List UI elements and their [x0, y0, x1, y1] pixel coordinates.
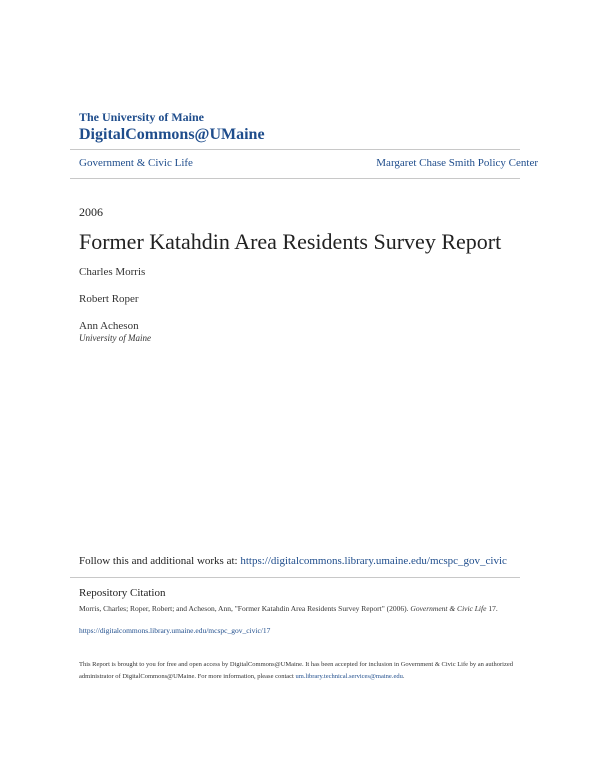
- contact-email-link[interactable]: um.library.technical.services@maine.edu: [295, 673, 403, 680]
- document-title: Former Katahdin Area Residents Survey Report: [79, 229, 502, 254]
- follow-line: [79, 555, 507, 567]
- header-divider-bottom: [70, 178, 520, 179]
- access-notice: [79, 659, 524, 683]
- author-name: Charles Morris: [79, 266, 146, 278]
- follow-label: Follow this and additional works at:: [79, 555, 238, 567]
- author-name: Ann Acheson: [79, 320, 139, 332]
- citation-url-link[interactable]: https://digitalcommons.library.umaine.edu/mcspc_gov_civic/17: [79, 626, 271, 635]
- publication-year: 2006: [79, 205, 103, 219]
- citation-divider: [70, 577, 520, 578]
- citation-heading: Repository Citation: [79, 587, 166, 599]
- author-affiliation: University of Maine: [79, 333, 151, 343]
- author-name: Robert Roper: [79, 293, 139, 305]
- collection-url-link[interactable]: https://digitalcommons.library.umaine.edu/mcspc_gov_civic: [240, 555, 507, 567]
- citation-main: Morris, Charles; Roper, Robert; and Acheson, Ann, "Former Katahdin Area Residents Survey Report" (2006).: [79, 604, 409, 613]
- collection-link[interactable]: Government & Civic Life: [79, 157, 193, 169]
- citation-journal: Government & Civic Life: [410, 604, 487, 613]
- notice-text: This Report is brought to you for free and open access by DigitalCommons@UMaine. It has been accepted for inclusion in Government & Civic Life by an authorized administrator of DigitalCommons@UMaine. For more information, please contact: [79, 661, 513, 680]
- repository-brand[interactable]: [79, 110, 265, 145]
- center-link[interactable]: Margaret Chase Smith Policy Center: [376, 157, 538, 169]
- university-name: The University of Maine: [79, 110, 204, 124]
- notice-end: .: [402, 673, 405, 680]
- repository-name: DigitalCommons@UMaine: [79, 126, 265, 143]
- header-divider-top: [70, 149, 520, 150]
- citation-number: 17.: [488, 604, 498, 613]
- citation-text: [79, 603, 519, 614]
